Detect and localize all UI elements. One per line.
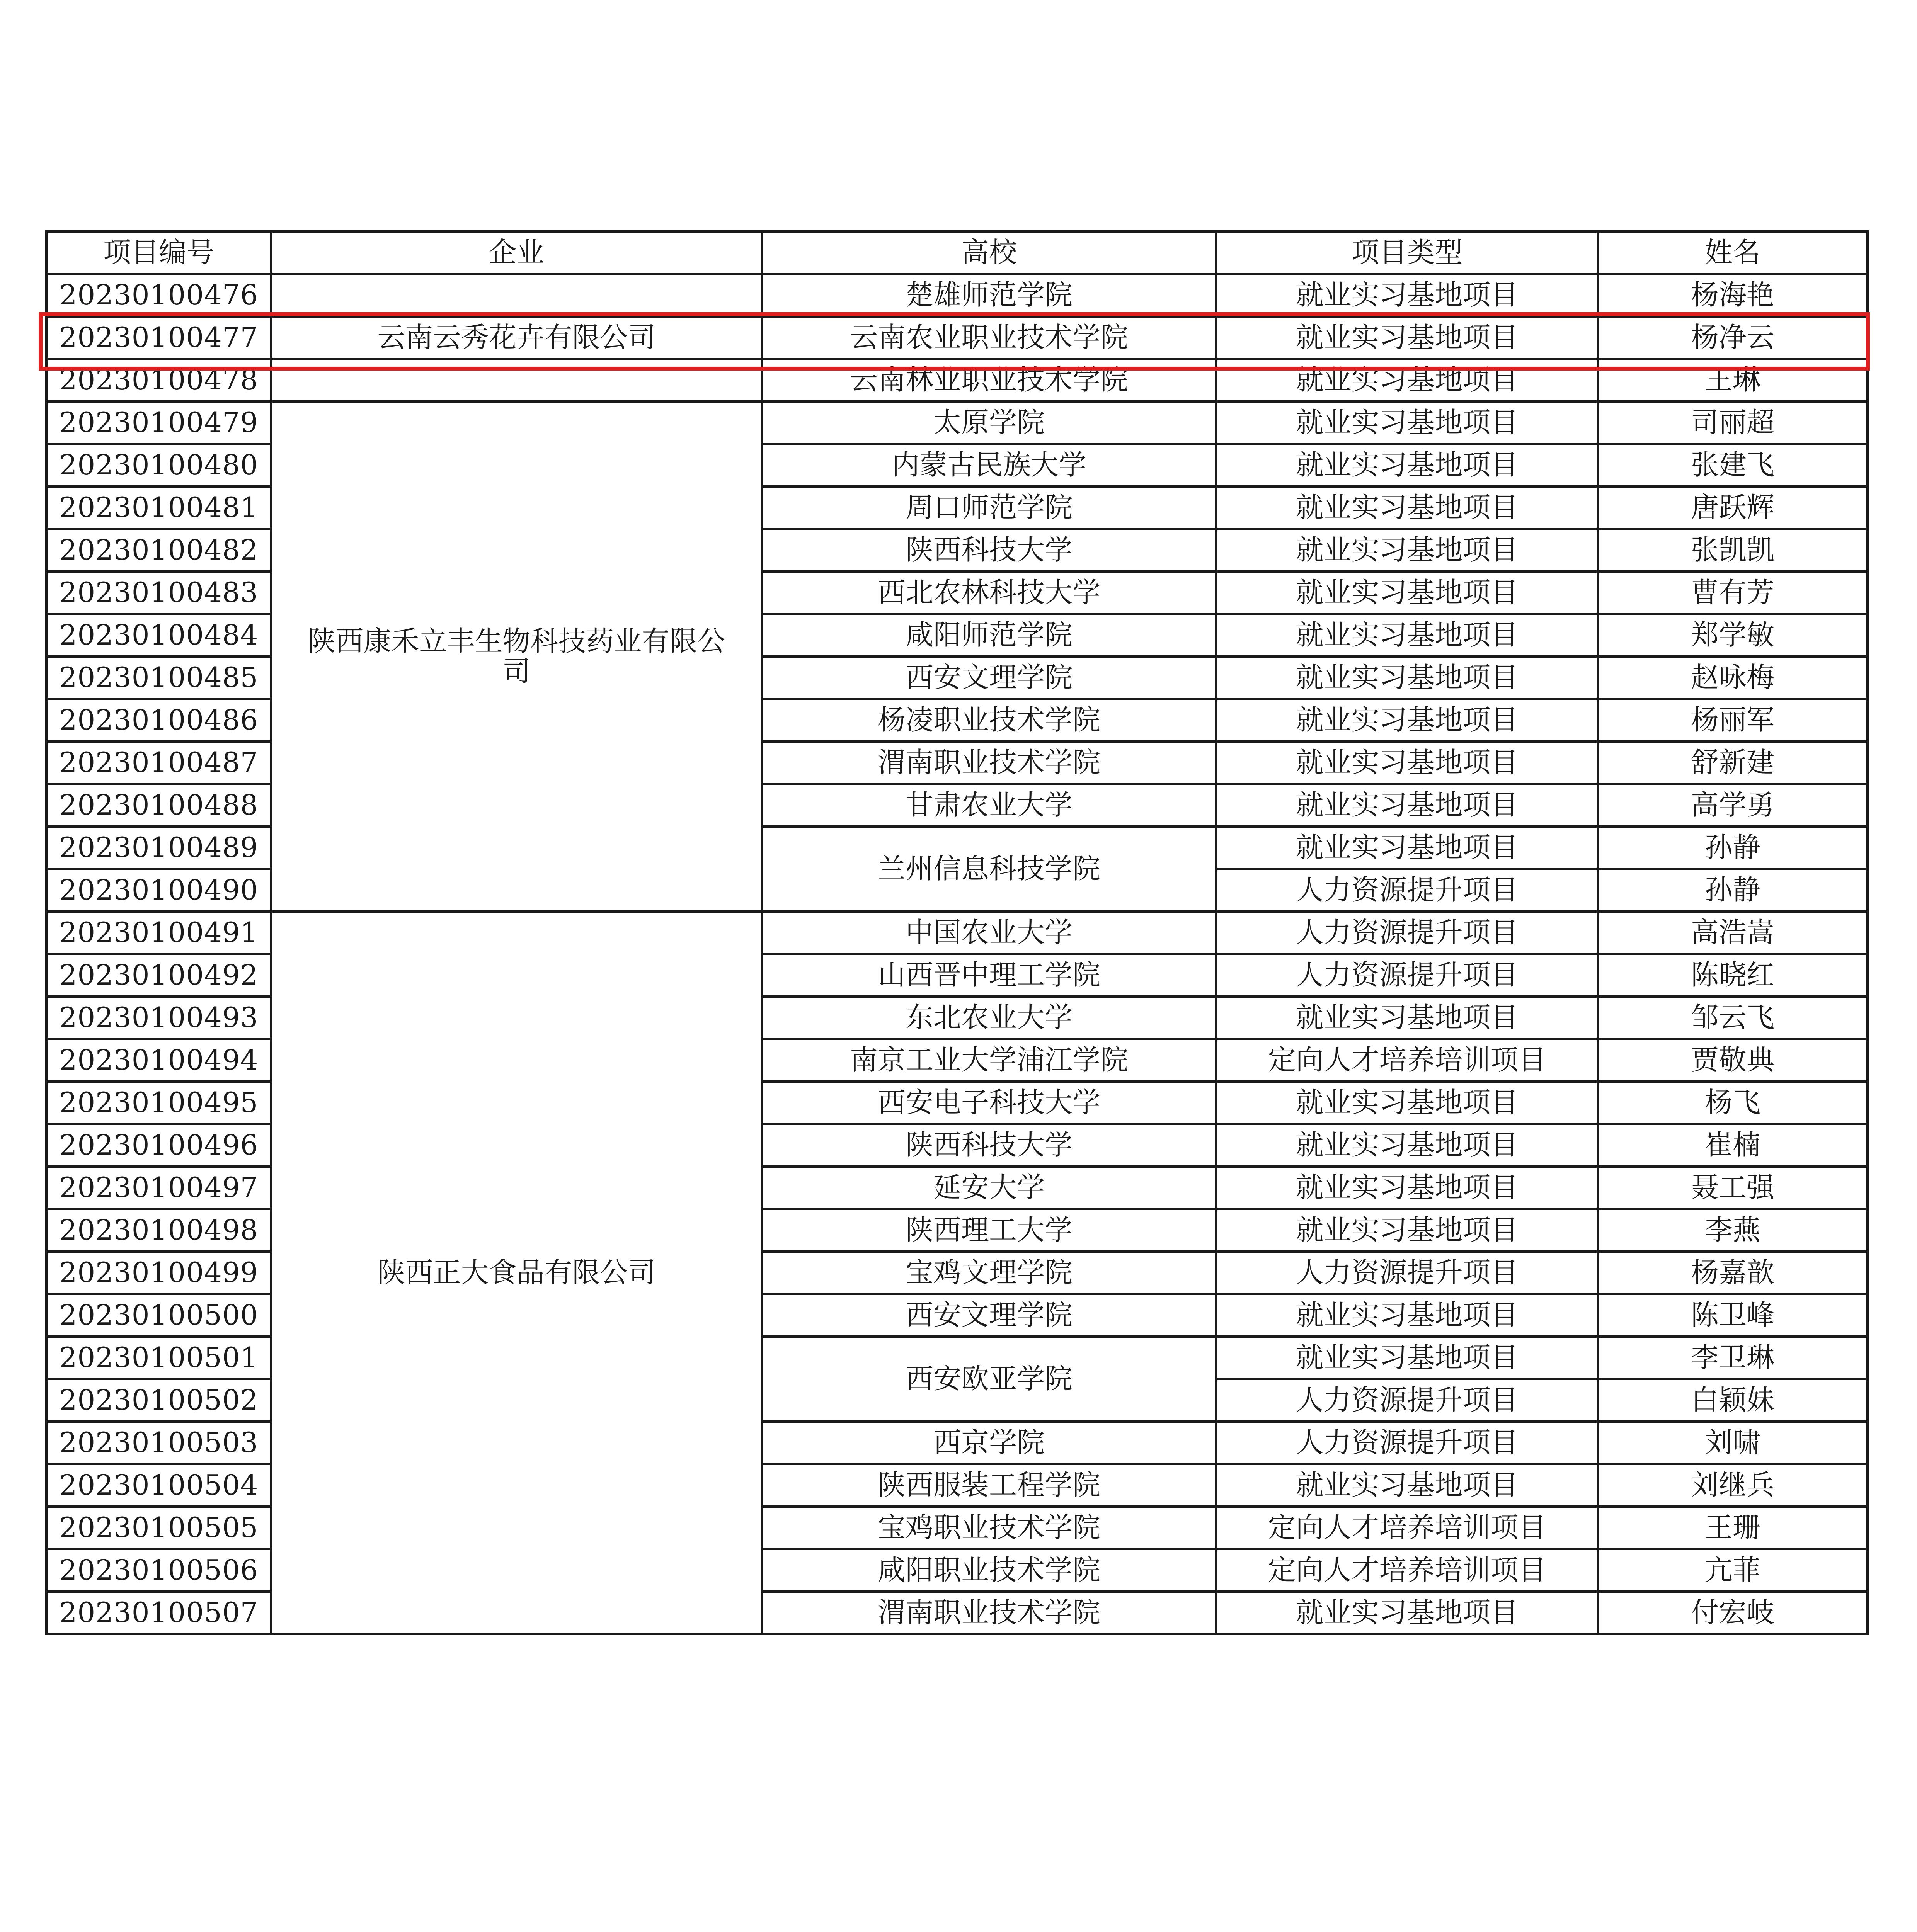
cell-id: 20230100506 — [46, 1549, 271, 1592]
cell-id: 20230100489 — [46, 827, 271, 869]
cell-university: 陕西理工大学 — [762, 1209, 1216, 1252]
cell-id: 20230100486 — [46, 699, 271, 742]
cell-name: 崔楠 — [1598, 1124, 1868, 1167]
cell-university: 西京学院 — [762, 1422, 1216, 1464]
cell-project-type: 就业实习基地项目 — [1216, 1592, 1598, 1634]
cell-university: 西安文理学院 — [762, 656, 1216, 699]
cell-id: 20230100480 — [46, 444, 271, 486]
cell-name: 邹云飞 — [1598, 997, 1868, 1039]
cell-university: 宝鸡文理学院 — [762, 1252, 1216, 1294]
table-header — [46, 231, 1868, 274]
table-row — [46, 316, 1868, 359]
cell-name: 杨海艳 — [1598, 274, 1868, 316]
cell-project-type: 就业实习基地项目 — [1216, 571, 1598, 614]
table-body — [46, 274, 1868, 1634]
cell-name: 白颖妹 — [1598, 1379, 1868, 1422]
cell-enterprise — [271, 274, 762, 316]
cell-id: 20230100502 — [46, 1379, 271, 1422]
cell-id: 20230100483 — [46, 571, 271, 614]
cell-project-type: 人力资源提升项目 — [1216, 1422, 1598, 1464]
cell-id: 20230100484 — [46, 614, 271, 656]
cell-project-type: 就业实习基地项目 — [1216, 1167, 1598, 1209]
cell-name: 亢菲 — [1598, 1549, 1868, 1592]
cell-project-type: 人力资源提升项目 — [1216, 912, 1598, 954]
cell-university: 楚雄师范学院 — [762, 274, 1216, 316]
cell-university: 杨凌职业技术学院 — [762, 699, 1216, 742]
cell-project-type: 就业实习基地项目 — [1216, 1337, 1598, 1379]
cell-id: 20230100495 — [46, 1082, 271, 1124]
cell-university: 西安电子科技大学 — [762, 1082, 1216, 1124]
table-row — [46, 274, 1868, 316]
cell-project-type: 就业实习基地项目 — [1216, 529, 1598, 571]
cell-id: 20230100476 — [46, 274, 271, 316]
cell-id: 20230100490 — [46, 869, 271, 912]
cell-name: 唐跃辉 — [1598, 486, 1868, 529]
cell-name: 杨净云 — [1598, 316, 1868, 359]
cell-university: 山西晋中理工学院 — [762, 954, 1216, 997]
cell-project-type: 人力资源提升项目 — [1216, 869, 1598, 912]
cell-project-type: 定向人才培养培训项目 — [1216, 1507, 1598, 1549]
cell-project-type: 定向人才培养培训项目 — [1216, 1039, 1598, 1082]
header-project-type: 项目类型 — [1216, 231, 1598, 274]
cell-id: 20230100492 — [46, 954, 271, 997]
cell-project-type: 就业实习基地项目 — [1216, 614, 1598, 656]
cell-name: 孙静 — [1598, 827, 1868, 869]
cell-name: 付宏岐 — [1598, 1592, 1868, 1634]
cell-project-type: 就业实习基地项目 — [1216, 1209, 1598, 1252]
cell-project-type: 就业实习基地项目 — [1216, 1124, 1598, 1167]
cell-university: 内蒙古民族大学 — [762, 444, 1216, 486]
cell-university: 太原学院 — [762, 401, 1216, 444]
cell-id: 20230100503 — [46, 1422, 271, 1464]
cell-project-type: 就业实习基地项目 — [1216, 997, 1598, 1039]
cell-name: 张凯凯 — [1598, 529, 1868, 571]
cell-id: 20230100504 — [46, 1464, 271, 1507]
cell-id: 20230100487 — [46, 742, 271, 784]
table-row — [46, 401, 1868, 444]
cell-id: 20230100497 — [46, 1167, 271, 1209]
cell-university: 渭南职业技术学院 — [762, 742, 1216, 784]
cell-project-type: 定向人才培养培训项目 — [1216, 1549, 1598, 1592]
cell-enterprise: 陕西正大食品有限公司 — [271, 912, 762, 1634]
cell-project-type: 就业实习基地项目 — [1216, 316, 1598, 359]
cell-university: 云南林业职业技术学院 — [762, 359, 1216, 401]
cell-name: 郑学敏 — [1598, 614, 1868, 656]
cell-university: 陕西科技大学 — [762, 1124, 1216, 1167]
cell-name: 李燕 — [1598, 1209, 1868, 1252]
cell-university: 咸阳职业技术学院 — [762, 1549, 1216, 1592]
cell-name: 舒新建 — [1598, 742, 1868, 784]
cell-project-type: 就业实习基地项目 — [1216, 401, 1598, 444]
cell-id: 20230100501 — [46, 1337, 271, 1379]
cell-id: 20230100477 — [46, 316, 271, 359]
cell-project-type: 人力资源提升项目 — [1216, 1379, 1598, 1422]
cell-project-type: 人力资源提升项目 — [1216, 954, 1598, 997]
cell-name: 陈晓红 — [1598, 954, 1868, 997]
cell-university: 甘肃农业大学 — [762, 784, 1216, 827]
cell-university: 东北农业大学 — [762, 997, 1216, 1039]
cell-name: 孙静 — [1598, 869, 1868, 912]
cell-name: 王珊 — [1598, 1507, 1868, 1549]
cell-university: 延安大学 — [762, 1167, 1216, 1209]
cell-university: 咸阳师范学院 — [762, 614, 1216, 656]
cell-project-type: 就业实习基地项目 — [1216, 359, 1598, 401]
cell-id: 20230100493 — [46, 997, 271, 1039]
header-university: 高校 — [762, 231, 1216, 274]
cell-project-type: 人力资源提升项目 — [1216, 1252, 1598, 1294]
cell-name: 李卫琳 — [1598, 1337, 1868, 1379]
cell-university: 南京工业大学浦江学院 — [762, 1039, 1216, 1082]
cell-university: 渭南职业技术学院 — [762, 1592, 1216, 1634]
cell-project-type: 就业实习基地项目 — [1216, 274, 1598, 316]
cell-id: 20230100482 — [46, 529, 271, 571]
header-name: 姓名 — [1598, 231, 1868, 274]
cell-university: 周口师范学院 — [762, 486, 1216, 529]
cell-enterprise — [271, 359, 762, 401]
cell-university: 陕西服装工程学院 — [762, 1464, 1216, 1507]
cell-id: 20230100479 — [46, 401, 271, 444]
cell-project-type: 就业实习基地项目 — [1216, 1294, 1598, 1337]
cell-university: 宝鸡职业技术学院 — [762, 1507, 1216, 1549]
cell-name: 杨飞 — [1598, 1082, 1868, 1124]
cell-name: 高浩嵩 — [1598, 912, 1868, 954]
header-enterprise: 企业 — [271, 231, 762, 274]
cell-id: 20230100496 — [46, 1124, 271, 1167]
table-row — [46, 359, 1868, 401]
cell-name: 杨丽军 — [1598, 699, 1868, 742]
cell-project-type: 就业实习基地项目 — [1216, 784, 1598, 827]
cell-project-type: 就业实习基地项目 — [1216, 1082, 1598, 1124]
cell-enterprise: 陕西康禾立丰生物科技药业有限公司 — [271, 401, 762, 912]
cell-university: 西安文理学院 — [762, 1294, 1216, 1337]
cell-id: 20230100478 — [46, 359, 271, 401]
cell-project-type: 就业实习基地项目 — [1216, 742, 1598, 784]
cell-project-type: 就业实习基地项目 — [1216, 699, 1598, 742]
cell-name: 刘继兵 — [1598, 1464, 1868, 1507]
cell-name: 司丽超 — [1598, 401, 1868, 444]
cell-name: 陈卫峰 — [1598, 1294, 1868, 1337]
cell-project-type: 就业实习基地项目 — [1216, 444, 1598, 486]
cell-project-type: 就业实习基地项目 — [1216, 827, 1598, 869]
cell-id: 20230100481 — [46, 486, 271, 529]
cell-university: 中国农业大学 — [762, 912, 1216, 954]
cell-name: 王琳 — [1598, 359, 1868, 401]
cell-id: 20230100505 — [46, 1507, 271, 1549]
cell-university: 陕西科技大学 — [762, 529, 1216, 571]
cell-id: 20230100491 — [46, 912, 271, 954]
cell-university: 兰州信息科技学院 — [762, 827, 1216, 912]
cell-name: 张建飞 — [1598, 444, 1868, 486]
table-row — [46, 912, 1868, 954]
cell-university: 西安欧亚学院 — [762, 1337, 1216, 1422]
cell-name: 曹有芳 — [1598, 571, 1868, 614]
cell-id: 20230100498 — [46, 1209, 271, 1252]
cell-id: 20230100488 — [46, 784, 271, 827]
project-table — [45, 230, 1869, 1635]
cell-name: 聂工强 — [1598, 1167, 1868, 1209]
cell-project-type: 就业实习基地项目 — [1216, 656, 1598, 699]
cell-name: 高学勇 — [1598, 784, 1868, 827]
header-row — [46, 231, 1868, 274]
cell-name: 杨嘉歆 — [1598, 1252, 1868, 1294]
header-id: 项目编号 — [46, 231, 271, 274]
cell-name: 贾敬典 — [1598, 1039, 1868, 1082]
cell-university: 云南农业职业技术学院 — [762, 316, 1216, 359]
cell-project-type: 就业实习基地项目 — [1216, 1464, 1598, 1507]
cell-name: 赵咏梅 — [1598, 656, 1868, 699]
cell-university: 西北农林科技大学 — [762, 571, 1216, 614]
cell-id: 20230100500 — [46, 1294, 271, 1337]
cell-enterprise: 云南云秀花卉有限公司 — [271, 316, 762, 359]
cell-id: 20230100499 — [46, 1252, 271, 1294]
cell-id: 20230100494 — [46, 1039, 271, 1082]
cell-name: 刘啸 — [1598, 1422, 1868, 1464]
cell-id: 20230100507 — [46, 1592, 271, 1634]
cell-project-type: 就业实习基地项目 — [1216, 486, 1598, 529]
cell-id: 20230100485 — [46, 656, 271, 699]
